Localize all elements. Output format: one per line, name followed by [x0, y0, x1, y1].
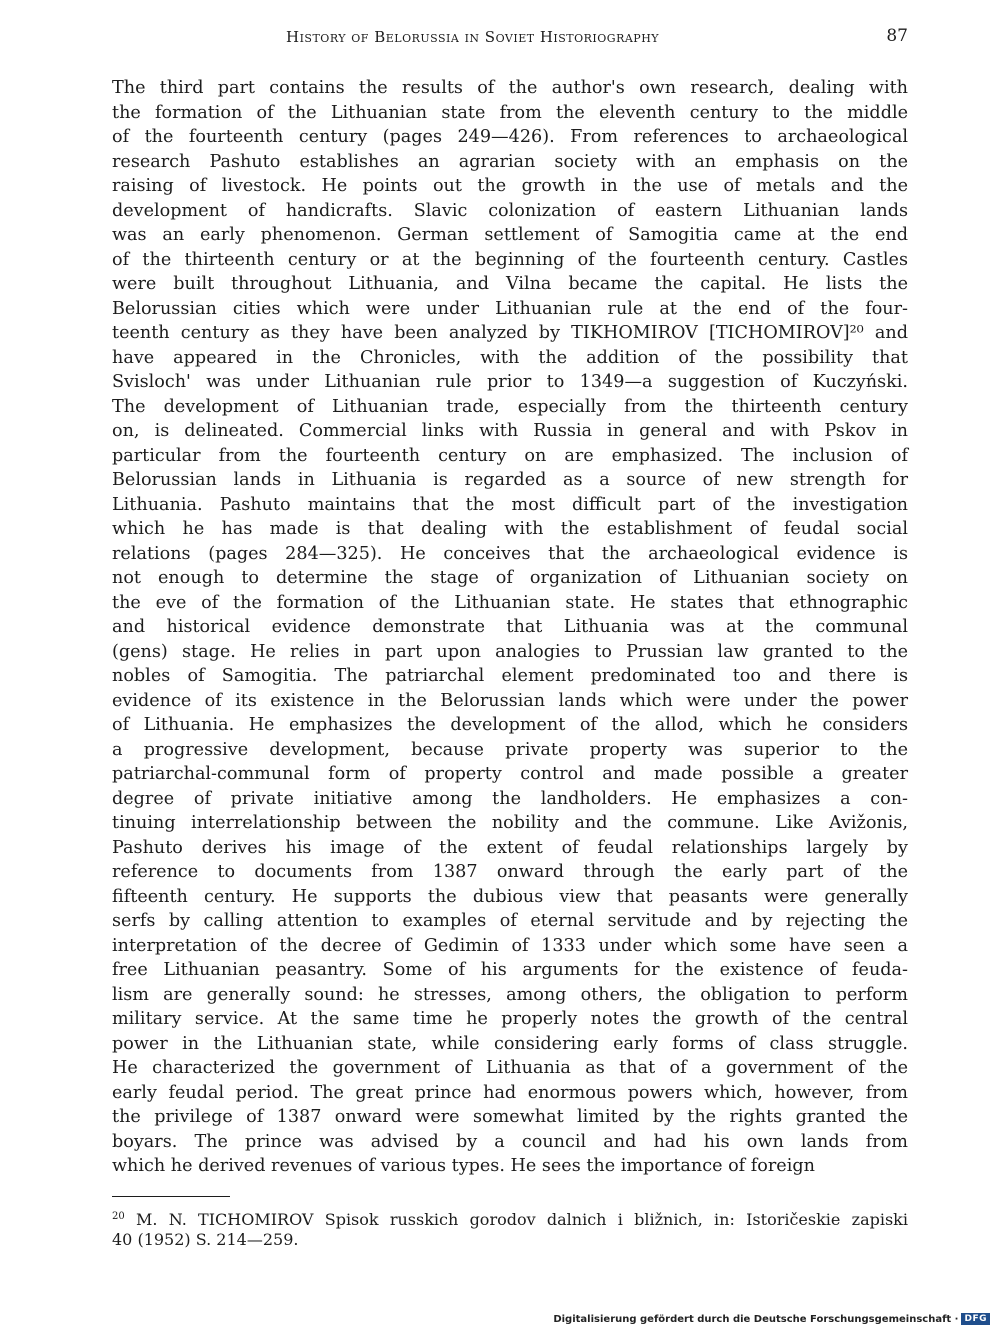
- text-line: teenth century as they have been analyzed by TIKHOMIROV [TICHOMIROV]²⁰ and: [112, 323, 908, 343]
- text-line: of the fourteenth century (pages 249—426). From references to archaeological: [112, 127, 908, 147]
- text-line: power in the Lithuanian state, while considering early forms of class struggle.: [112, 1033, 908, 1054]
- body-text: [112, 76, 908, 1179]
- footnote-marker: 20: [112, 1211, 125, 1222]
- text-line: evidence of its existence in the Belorussian lands which were under the power: [112, 690, 908, 711]
- text-line: of Lithuania. He emphasizes the development of the allod, which he considers: [112, 715, 908, 735]
- text-line: boyars. The prince was advised by a council and had his own lands from: [112, 1131, 908, 1152]
- text-line: tinuing interrelationship between the nobility and the commune. Like Avižonis,: [112, 813, 908, 833]
- text-line: Belorussian cities which were under Lithuanian rule at the end of the four-: [112, 298, 908, 319]
- text-line: the formation of the Lithuanian state from the eleventh century to the middle: [112, 102, 908, 123]
- text-line: research Pashuto establishes an agrarian society with an emphasis on the: [112, 151, 908, 172]
- text-line: particular from the fourteenth century on are emphasized. The inclusion of: [112, 445, 908, 466]
- text-line: reference to documents from 1387 onward through the early part of the: [112, 862, 908, 882]
- text-line: He characterized the government of Lithuania as that of a government of the: [112, 1058, 908, 1078]
- text-line: the eve of the formation of the Lithuanian state. He states that ethnographic: [112, 592, 908, 613]
- running-title: History of Belorussia in Soviet Historiography: [286, 28, 660, 46]
- text-line: Pashuto derives his image of the extent of feudal relationships largely by: [112, 837, 908, 858]
- text-line: which he has made is that dealing with the establishment of feudal social: [112, 519, 908, 539]
- text-line: the privilege of 1387 onward were somewhat limited by the rights granted the: [112, 1107, 908, 1127]
- text-line: on, is delineated. Commercial links with Russia in general and with Pskov in: [112, 421, 908, 441]
- text-line: interpretation of the decree of Gedimin of 1333 under which some have seen a: [112, 935, 908, 956]
- dfg-logo: DFG: [961, 1313, 990, 1325]
- text-line: lism are generally sound: he stresses, among others, the obligation to perform: [112, 984, 908, 1005]
- footnote-line: [112, 1207, 908, 1230]
- text-line: and historical evidence demonstrate that Lithuania was at the communal: [112, 617, 908, 637]
- funding-text: Digitalisierung gefördert durch die Deutsche Forschungsgemeinschaft ·: [553, 1313, 959, 1325]
- text-line: (gens) stage. He relies in part upon analogies to Prussian law granted to the: [112, 641, 908, 662]
- text-line: Belorussian lands in Lithuania is regarded as a source of new strength for: [112, 470, 908, 490]
- text-line: have appeared in the Chronicles, with the addition of the possibility that: [112, 347, 908, 368]
- text-line: The development of Lithuanian trade, especially from the thirteenth century: [112, 396, 908, 417]
- text-line: The third part contains the results of the author's own research, dealing with: [112, 78, 908, 98]
- text-line: which he derived revenues of various types. He sees the importance of foreign: [112, 1156, 815, 1176]
- text-line: military service. At the same time he properly notes the growth of the central: [112, 1009, 908, 1029]
- funding-notice: [553, 1313, 990, 1325]
- running-header: [112, 28, 908, 50]
- text-line: degree of private initiative among the landholders. He emphasizes a con-: [112, 788, 908, 809]
- footnote: [112, 1207, 908, 1250]
- text-line: patriarchal-communal form of property control and made possible a greater: [112, 764, 908, 784]
- text-line: was an early phenomenon. German settlement of Samogitia came at the end: [112, 225, 908, 245]
- text-line: not enough to determine the stage of organization of Lithuanian society on: [112, 568, 908, 588]
- text-line: were built throughout Lithuania, and Vilna became the capital. He lists the: [112, 274, 908, 294]
- page-number: 87: [886, 26, 908, 46]
- text-line: early feudal period. The great prince had enormous powers which, however, from: [112, 1082, 908, 1103]
- text-line: serfs by calling attention to examples of eternal servitude and by rejecting the: [112, 911, 908, 931]
- text-line: raising of livestock. He points out the growth in the use of metals and the: [112, 176, 908, 196]
- footnote-divider: [112, 1196, 230, 1197]
- text-line: fifteenth century. He supports the dubious view that peasants were generally: [112, 886, 908, 907]
- text-line: Lithuania. Pashuto maintains that the most difficult part of the investigation: [112, 494, 908, 515]
- text-line: relations (pages 284—325). He conceives that the archaeological evidence is: [112, 543, 908, 564]
- footnote-line: 40 (1952) S. 214—259.: [112, 1230, 299, 1249]
- text-line: development of handicrafts. Slavic colonization of eastern Lithuanian lands: [112, 200, 908, 221]
- text-line: nobles of Samogitia. The patriarchal element predominated too and there is: [112, 666, 908, 686]
- text-line: free Lithuanian peasantry. Some of his arguments for the existence of feuda-: [112, 960, 908, 980]
- text-line: Svisloch' was under Lithuanian rule prior to 1349—a suggestion of Kuczyński.: [112, 372, 908, 392]
- text-line: a progressive development, because private property was superior to the: [112, 739, 908, 760]
- footnote-text-1: M. N. TICHOMIROV Spisok russkich gorodov dalnich i bližnich, in: Istoričeskie zapiski: [136, 1210, 908, 1229]
- text-line: of the thirteenth century or at the beginning of the fourteenth century. Castles: [112, 249, 908, 270]
